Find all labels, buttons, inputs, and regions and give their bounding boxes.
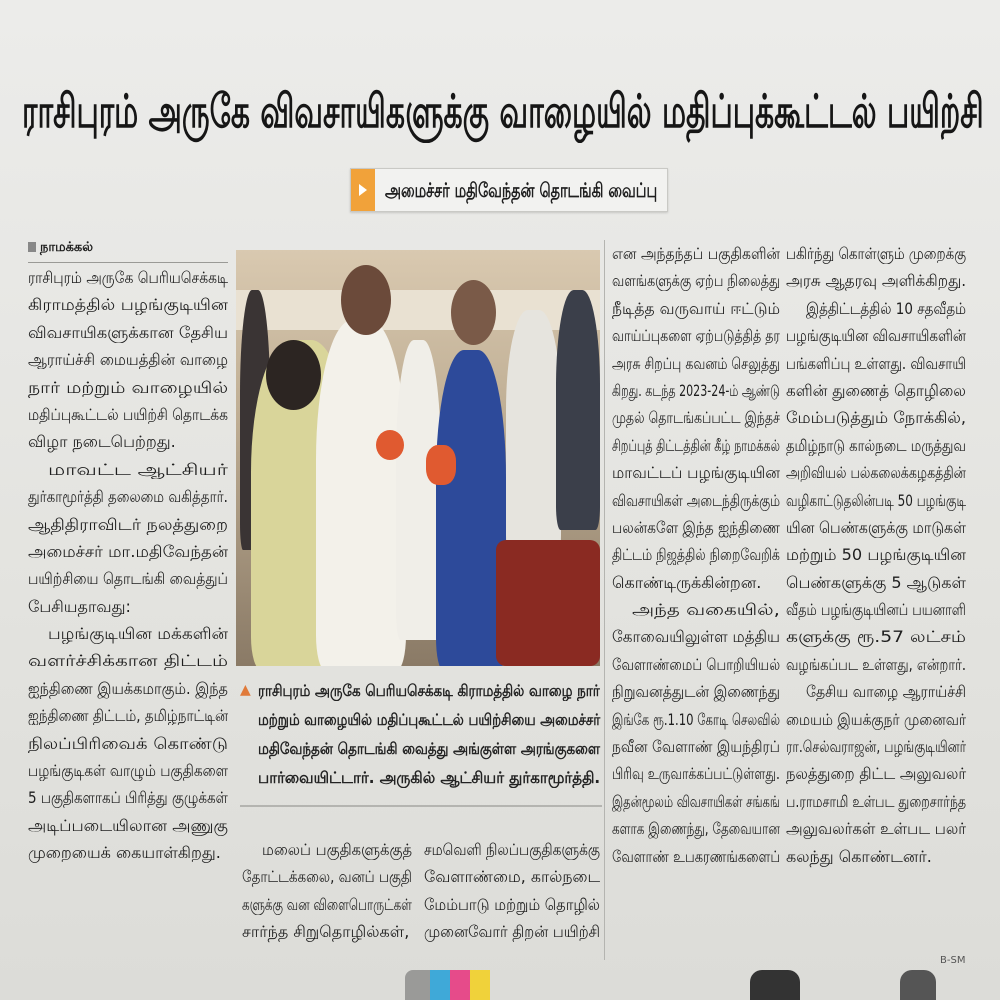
text-line [786, 706, 966, 733]
text-line [786, 569, 966, 596]
text-line-content: நார் மற்றும் வாழையில் [28, 377, 229, 397]
text-line [786, 322, 966, 349]
text-line-content: அந்த வகையில், [632, 600, 780, 620]
text-line [424, 918, 600, 945]
text-line-content: பிரிவு உருவாக்கப்பட்டுள்ளது. [612, 764, 780, 784]
caption-line-text: மற்றும் வாழையில் மதிப்புகூட்டல் பயிற்சியை அமைச்சர் [258, 710, 601, 729]
text-line [28, 757, 228, 784]
text-line-content: வளர்ச்சிக்கான திட்டம் [28, 651, 229, 671]
text-line [28, 620, 228, 647]
text-line [612, 760, 780, 787]
text-line [242, 836, 412, 863]
text-line [612, 843, 780, 870]
text-line [786, 350, 966, 377]
caption-arrow-icon: ▲ [240, 682, 251, 698]
text-line-content: மலைப் பகுதிகளுக்குத் [262, 840, 413, 859]
text-line [612, 267, 780, 294]
text-line [786, 843, 966, 870]
text-line-content: பலன்களே இந்த ஐந்திணை [612, 517, 780, 537]
caption-line-text: மதிவேந்தன் தொடங்கி வைத்து அங்குள்ள அரங்குகளை [258, 739, 601, 758]
text-line-content: களாக இணைந்து, தேவையான [612, 819, 780, 839]
text-line-content: களின் துணைத் தொழிலை [786, 380, 966, 400]
text-line [612, 651, 780, 678]
text-line-content: களுக்கு ரூ.57 லட்சம் [786, 627, 967, 647]
text-line-content: பழங்குடிகள் வாழும் பகுதிகளை [28, 761, 228, 781]
text-line [786, 788, 966, 815]
text-line-content: மேம்படுத்தும் நோக்கில், [786, 408, 967, 428]
text-line-content: மதிப்புகூட்டல் பயிற்சி தொடக்க [28, 404, 229, 424]
text-line [28, 593, 228, 620]
text-line [28, 730, 228, 757]
text-line-content: 5 பகுதிகளாகப் பிரித்து குழுக்கள் [28, 788, 228, 808]
registration-mark [750, 970, 800, 1000]
text-line [786, 295, 966, 322]
text-line-content: சமவெளி நிலப்பகுதிகளுக்கு [424, 840, 600, 859]
divider [240, 805, 602, 807]
text-line [424, 836, 600, 863]
text-line [786, 596, 966, 623]
caption-line-text: பார்வையிட்டார். அருகில் ஆட்சியர் துர்காமூர்த்தி. [258, 768, 601, 787]
text-line-content: விவசாயிகள் அடைந்திருக்கும் [612, 490, 781, 510]
text-line [612, 240, 780, 267]
text-line-content: ஆதிதிராவிடர் நலத்துறை [28, 514, 229, 534]
text-line [612, 459, 780, 486]
text-line-content: விவசாயிகளுக்கான தேசிய [28, 322, 228, 342]
text-line-content: தேசிய வாழை ஆராய்ச்சி [806, 682, 967, 702]
orange-triangle-icon [351, 169, 375, 211]
registration-mark [900, 970, 936, 1000]
text-line-content: ராசிபுரம் அருகே பெரியசெக்கடி [28, 268, 229, 287]
text-line [612, 541, 780, 568]
headline-text: ராசிபுரம் அருகே விவசாயிகளுக்கு வாழையில் மதிப்புக்கூட்டல் பயிற்சி [22, 84, 984, 138]
text-line-content: அரசு ஆதரவு அளிக்கிறது. [786, 271, 967, 291]
text-line-content: இதன்மூலம் விவசாயிகள் சங்கங் [612, 791, 780, 811]
print-color-marks [405, 970, 495, 1000]
text-line [612, 788, 780, 815]
text-line [612, 432, 780, 459]
text-line-content: மேம்பாடு மற்றும் தொழில் [424, 894, 600, 914]
text-line-content: இத்திட்டத்தில் 10 சதவீதம் [806, 298, 966, 318]
text-line-content: மாவட்டப் பழங்குடியின [612, 463, 780, 483]
text-line-content: சிறப்புத் திட்டத்தின் கீழ் நாமக்கல் [612, 435, 780, 455]
text-line-content: பங்களிப்பு உள்ளது. விவசாயி [786, 353, 966, 373]
text-line [28, 319, 228, 346]
caption-line [258, 676, 600, 705]
text-line-content: கலந்து கொண்டனர். [786, 846, 932, 866]
text-line [28, 428, 228, 455]
text-line [28, 812, 228, 839]
caption-line-text: ராசிபுரம் அருகே பெரியசெக்கடி கிராமத்தில் வாழை நார் [258, 681, 600, 700]
text-line-content: வழங்கப்பட உள்ளது, என்றார். [786, 654, 966, 674]
text-line-content: கொண்டிருக்கின்றன. [612, 572, 762, 592]
news-photo [236, 250, 600, 666]
text-line [28, 374, 228, 401]
caption-line [258, 763, 600, 792]
text-line [612, 350, 780, 377]
text-line [242, 891, 412, 918]
text-line [786, 733, 966, 760]
text-line-content: பகிர்ந்து கொள்ளும் முறைக்கு [786, 244, 967, 263]
text-line-content: வீதம் பழங்குடியினப் பயனாளி [786, 600, 966, 620]
photo-caption [240, 676, 600, 792]
text-line [242, 863, 412, 890]
text-line [28, 264, 228, 291]
text-line [786, 678, 966, 705]
text-line-content: தோட்டக்கலை, வனப் பகுதி [242, 867, 412, 887]
text-line [28, 483, 228, 510]
caption-line [258, 705, 600, 734]
text-line [612, 487, 780, 514]
dateline [28, 240, 228, 263]
text-line [786, 487, 966, 514]
text-line [786, 815, 966, 842]
text-line [612, 377, 780, 404]
text-line [612, 514, 780, 541]
text-line [612, 815, 780, 842]
text-line-content: துர்காமூர்த்தி தலைமை வகித்தார். [28, 487, 228, 507]
column-2b [424, 836, 600, 946]
text-line-content: அடிப்படையிலான அணுகு [28, 815, 228, 835]
text-line-content: அலுவலர்கள் உள்பட பலர் [786, 819, 967, 839]
text-line-content: அமைச்சர் மா.மதிவேந்தன் [28, 541, 229, 561]
text-line-content: பயிற்சியை தொடங்கி வைத்துப் [28, 569, 228, 589]
text-line [786, 623, 966, 650]
text-line [612, 596, 780, 623]
text-line-content: மற்றும் 50 பழங்குடியின [786, 545, 966, 565]
caption-line [258, 734, 600, 763]
text-line [786, 267, 966, 294]
text-line-content: தமிழ்நாடு கால்நடை மருத்துவ [786, 435, 966, 455]
text-line-content: மையம் இயக்குநர் முனைவர் [786, 709, 967, 729]
text-line-content: ஐந்திணை திட்டம், தமிழ்நாட்டின் [28, 706, 229, 726]
text-line-content: நலத்துறை திட்ட அலுவலர் [786, 764, 967, 784]
text-line-content: ப.ராமசாமி உள்பட துறைசார்ந்த [786, 791, 967, 811]
text-line [786, 377, 966, 404]
text-line [612, 569, 780, 596]
column-2a [242, 836, 412, 946]
text-line-content: மாவட்ட ஆட்சியர் [48, 459, 228, 479]
text-line [28, 784, 228, 811]
text-line [28, 839, 228, 866]
text-line-content: முனைவோர் திறன் பயிற்சி [424, 922, 601, 942]
text-line-content: என அந்தந்தப் பகுதிகளின் [612, 244, 781, 263]
text-line-content: பழங்குடியின விவசாயிகளின் [786, 326, 967, 346]
text-line [28, 291, 228, 318]
text-line [28, 675, 228, 702]
text-line-content: நிலப்பிரிவைக் கொண்டு [28, 733, 228, 753]
text-line-content: வேளாண்மை, கால்நடை [424, 867, 601, 887]
text-line [786, 240, 966, 267]
footer-tag: B-SM [940, 955, 966, 966]
text-line-content: கிராமத்தில் பழங்குடியின [28, 295, 228, 315]
subheadline-text: அமைச்சர் மதிவேந்தன் தொடங்கி வைப்பு [385, 178, 658, 202]
text-line [612, 706, 780, 733]
text-line-content: பேசியதாவது: [28, 596, 131, 616]
text-line-content: வளங்களுக்கு ஏற்ப நிலைத்து [612, 271, 781, 291]
text-line-content: அறிவியல் பல்கலைக்கழகத்தின் [786, 463, 966, 483]
text-line-content: நீடித்த வருவாய் ஈட்டும் [612, 298, 781, 318]
square-bullet-icon [28, 242, 36, 252]
text-line-content: முதல் தொடங்கப்பட்ட இந்தச் [612, 408, 780, 428]
text-line-content: கோவையிலுள்ள மத்திய [612, 627, 781, 647]
text-line-content: வாய்ப்புகளை ஏற்படுத்தித் தர [612, 326, 780, 346]
text-line-content: வழிகாட்டுதலின்படி 50 பழங்குடி [786, 490, 967, 510]
column-3 [612, 240, 780, 870]
text-line-content: விழா நடைபெற்றது. [28, 432, 176, 452]
text-line [612, 404, 780, 431]
divider [604, 240, 605, 960]
text-line [786, 459, 966, 486]
text-line [786, 541, 966, 568]
text-line-content: களுக்கு வன விளைபொருட்கள் [242, 894, 412, 914]
headline [22, 78, 984, 144]
text-line-content: பெண்களுக்கு 5 ஆடுகள் [786, 572, 967, 592]
text-line [28, 346, 228, 373]
text-line [28, 456, 228, 483]
text-line [28, 511, 228, 538]
text-line-content: ஐந்திணை இயக்கமாகும். இந்த [28, 678, 228, 698]
text-line [28, 702, 228, 729]
text-line-content: திட்டம் நிஜத்தில் நிறைவேறிக் [612, 545, 780, 565]
text-line-content: நவீன வேளாண் இயந்திரப் [612, 737, 780, 757]
text-line-content: வேளாண் உபகரணங்களைப் [612, 846, 781, 866]
text-line [612, 322, 780, 349]
text-line-content: நிறுவனத்துடன் இணைந்து [612, 682, 781, 702]
text-line [612, 623, 780, 650]
text-line-content: யின பெண்களுக்கு மாடுகள் [786, 517, 967, 537]
text-line [786, 432, 966, 459]
text-line [612, 678, 780, 705]
text-line [242, 918, 412, 945]
text-line-content: ரா.செல்வராஜன், பழங்குடியினர் [786, 737, 967, 757]
text-line-content: சார்ந்த சிறுதொழில்கள், [242, 922, 410, 942]
text-line-content: முறையைக் கையாள்கிறது. [28, 843, 221, 863]
text-line [786, 760, 966, 787]
text-line [786, 514, 966, 541]
text-line-content: அரசு சிறப்பு கவனம் செலுத்து [612, 353, 780, 373]
subheadline-box [350, 168, 668, 212]
text-line [786, 404, 966, 431]
text-line [28, 647, 228, 674]
text-line [424, 891, 600, 918]
text-line-content: ஆராய்ச்சி மையத்தின் வாழை [28, 350, 229, 370]
text-line [28, 401, 228, 428]
column-4 [786, 240, 966, 870]
text-line [786, 651, 966, 678]
text-line-content: பழங்குடியின மக்களின் [48, 624, 229, 644]
text-line-content: வேளாண்மைப் பொறியியல் [612, 654, 781, 674]
text-line-content: இங்கே ரூ.1.10 கோடி செலவில் [612, 709, 781, 729]
text-line [28, 538, 228, 565]
text-line [424, 863, 600, 890]
text-line [612, 295, 780, 322]
column-1 [28, 264, 228, 867]
dateline-text: நாமக்கல் [40, 240, 94, 255]
text-line-content: கிறது. கடந்த 2023-24-ம் ஆண்டு [612, 380, 780, 400]
text-line [28, 565, 228, 592]
text-line [612, 733, 780, 760]
